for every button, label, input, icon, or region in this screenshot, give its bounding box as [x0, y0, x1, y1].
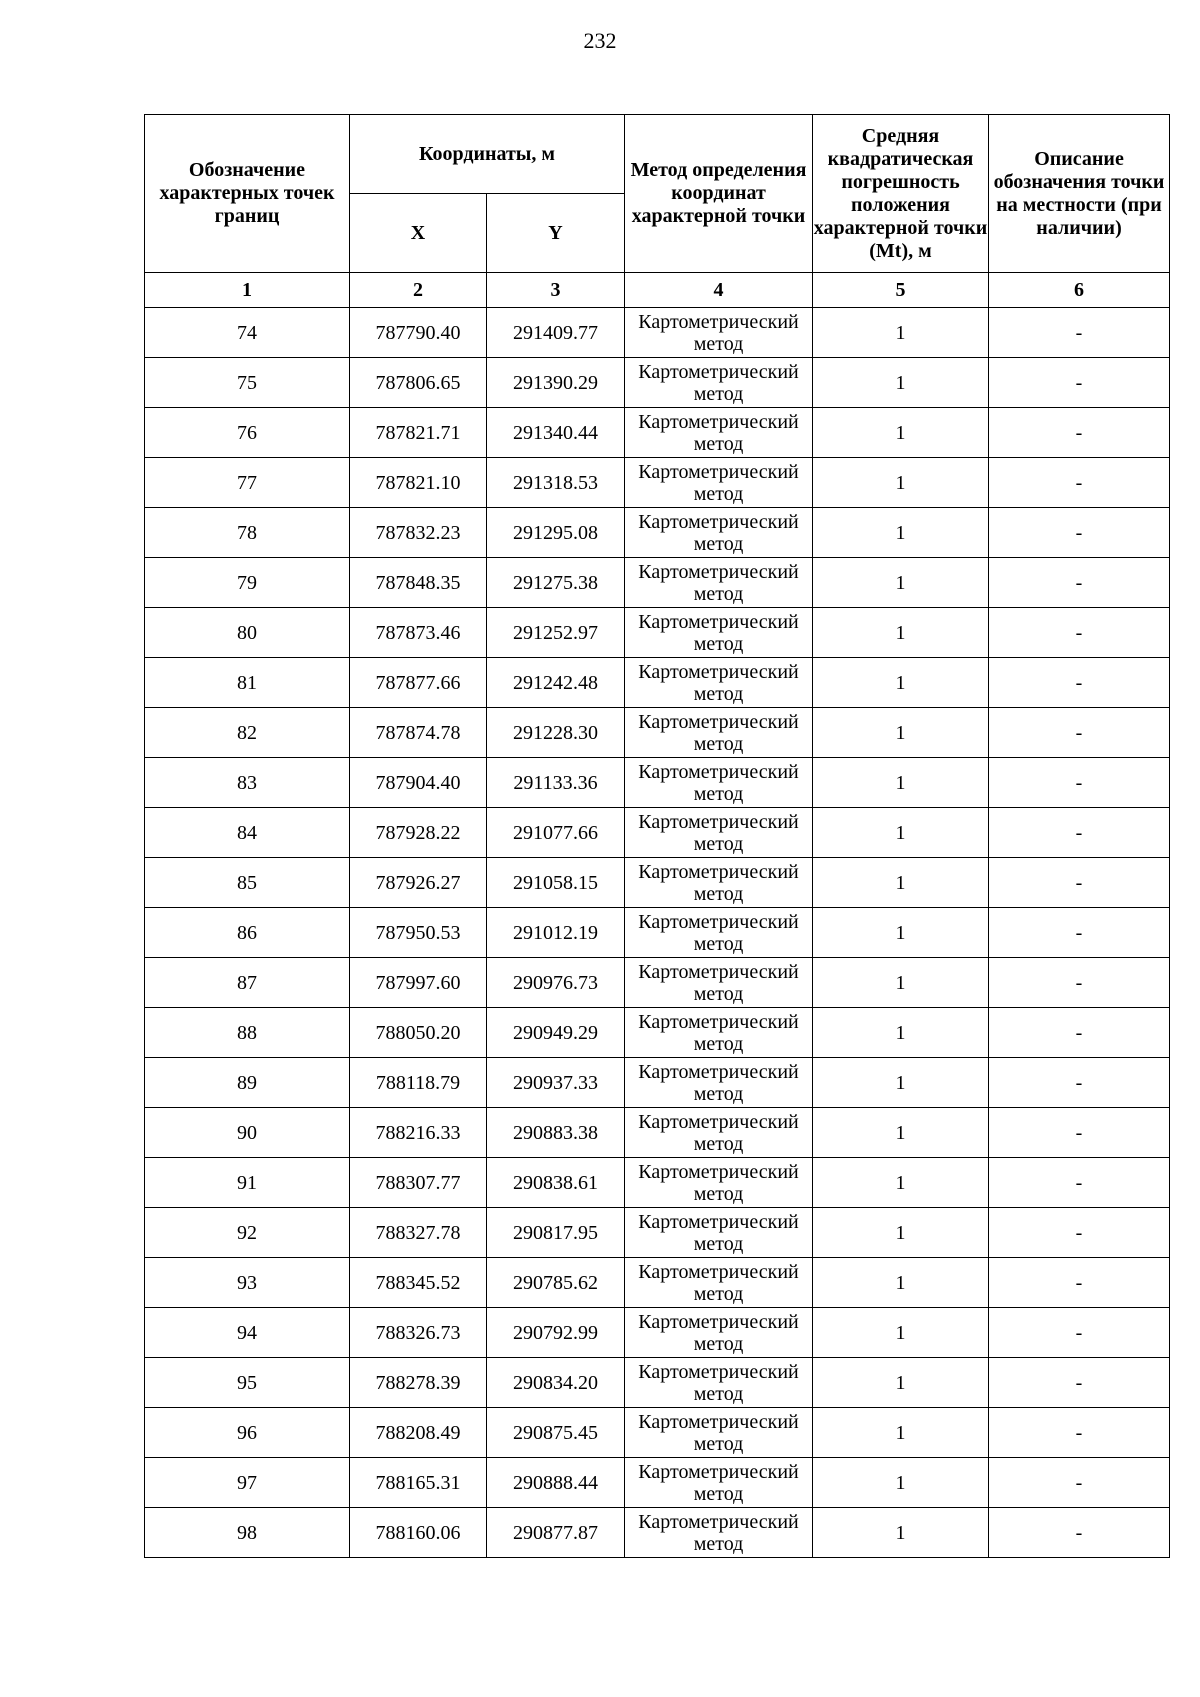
y-coordinate-cell: 290949.29	[487, 1008, 625, 1058]
y-coordinate-cell: 291058.15	[487, 858, 625, 908]
mt-cell: 1	[813, 608, 989, 658]
x-coordinate-cell: 787928.22	[350, 808, 487, 858]
method-text: Картометрический	[638, 1110, 799, 1133]
x-coordinate-cell: 787950.53	[350, 908, 487, 958]
method-text: метод	[693, 1182, 744, 1205]
y-coordinate-cell: 291012.19	[487, 908, 625, 958]
method-cell	[625, 1508, 813, 1558]
method-text: Картометрический	[638, 460, 799, 483]
method-text: Картометрический	[638, 960, 799, 983]
x-coordinate-cell: 787848.35	[350, 558, 487, 608]
method-text: Картометрический	[638, 510, 799, 533]
point-cell: 91	[145, 1158, 350, 1208]
point-cell: 94	[145, 1308, 350, 1358]
page-number: 232	[583, 28, 617, 53]
x-coordinate-cell: 788050.20	[350, 1008, 487, 1058]
mt-cell: 1	[813, 958, 989, 1008]
point-cell: 81	[145, 658, 350, 708]
x-coordinate-cell: 788326.73	[350, 1308, 487, 1358]
point-cell: 82	[145, 708, 350, 758]
header-description: Описание обозначения точки на местности (при наличии)	[989, 115, 1170, 273]
method-text: Картометрический	[638, 1360, 799, 1383]
method-text: метод	[693, 982, 744, 1005]
point-cell: 74	[145, 308, 350, 358]
table-row	[145, 1408, 1170, 1458]
point-cell: 76	[145, 408, 350, 458]
mt-cell: 1	[813, 1058, 989, 1108]
method-cell	[625, 358, 813, 408]
method-text: Картометрический	[638, 1210, 799, 1233]
method-text: Картометрический	[638, 560, 799, 583]
description-cell: -	[989, 308, 1170, 358]
header-x: X	[350, 194, 487, 273]
point-cell: 88	[145, 1008, 350, 1058]
x-coordinate-cell: 787997.60	[350, 958, 487, 1008]
point-cell: 86	[145, 908, 350, 958]
mt-cell: 1	[813, 858, 989, 908]
column-number: 1	[145, 273, 350, 308]
y-coordinate-cell: 290817.95	[487, 1208, 625, 1258]
y-coordinate-cell: 290976.73	[487, 958, 625, 1008]
description-cell: -	[989, 958, 1170, 1008]
x-coordinate-cell: 788208.49	[350, 1408, 487, 1458]
method-text: Картометрический	[638, 1010, 799, 1033]
table-row	[145, 1158, 1170, 1208]
method-cell	[625, 408, 813, 458]
y-coordinate-cell: 291340.44	[487, 408, 625, 458]
x-coordinate-cell: 787806.65	[350, 358, 487, 408]
header-point-designation: Обозначение характерных точек границ	[145, 115, 350, 273]
method-cell	[625, 658, 813, 708]
description-cell: -	[989, 508, 1170, 558]
point-cell: 85	[145, 858, 350, 908]
description-cell: -	[989, 908, 1170, 958]
point-cell: 89	[145, 1058, 350, 1108]
method-text: Картометрический	[638, 610, 799, 633]
column-number: 4	[625, 273, 813, 308]
table-row	[145, 758, 1170, 808]
mt-cell: 1	[813, 758, 989, 808]
method-text: Картометрический	[638, 860, 799, 883]
x-coordinate-cell: 788160.06	[350, 1508, 487, 1558]
point-cell: 90	[145, 1108, 350, 1158]
method-cell	[625, 1108, 813, 1158]
description-cell: -	[989, 1158, 1170, 1208]
y-coordinate-cell: 290834.20	[487, 1358, 625, 1408]
method-text: метод	[693, 882, 744, 905]
description-cell: -	[989, 1108, 1170, 1158]
point-cell: 93	[145, 1258, 350, 1308]
method-cell	[625, 958, 813, 1008]
method-text: Картометрический	[638, 1160, 799, 1183]
method-text: Картометрический	[638, 410, 799, 433]
description-cell: -	[989, 1508, 1170, 1558]
x-coordinate-cell: 788118.79	[350, 1058, 487, 1108]
method-text: метод	[693, 732, 744, 755]
method-text: Картометрический	[638, 1410, 799, 1433]
y-coordinate-cell: 291252.97	[487, 608, 625, 658]
mt-cell: 1	[813, 1258, 989, 1308]
table-row	[145, 1358, 1170, 1408]
method-cell	[625, 458, 813, 508]
column-number: 3	[487, 273, 625, 308]
method-text: метод	[693, 1532, 744, 1555]
table-row	[145, 1258, 1170, 1308]
table-row	[145, 658, 1170, 708]
method-cell	[625, 1058, 813, 1108]
table-row	[145, 608, 1170, 658]
y-coordinate-cell: 291275.38	[487, 558, 625, 608]
mt-cell: 1	[813, 1358, 989, 1408]
mt-cell: 1	[813, 708, 989, 758]
method-cell	[625, 1308, 813, 1358]
point-cell: 77	[145, 458, 350, 508]
mt-cell: 1	[813, 358, 989, 408]
description-cell: -	[989, 1058, 1170, 1108]
table-row	[145, 808, 1170, 858]
x-coordinate-cell: 787873.46	[350, 608, 487, 658]
point-cell: 84	[145, 808, 350, 858]
table-row	[145, 1208, 1170, 1258]
method-text: метод	[693, 582, 744, 605]
method-text: метод	[693, 432, 744, 455]
method-cell	[625, 608, 813, 658]
method-text: метод	[693, 1032, 744, 1055]
method-text: метод	[693, 1482, 744, 1505]
point-cell: 78	[145, 508, 350, 558]
table-body	[145, 308, 1170, 1558]
table-row	[145, 1108, 1170, 1158]
description-cell: -	[989, 608, 1170, 658]
table-row	[145, 1508, 1170, 1558]
method-cell	[625, 508, 813, 558]
method-text: метод	[693, 1082, 744, 1105]
method-text: Картометрический	[638, 760, 799, 783]
x-coordinate-cell: 787821.71	[350, 408, 487, 458]
description-cell: -	[989, 458, 1170, 508]
y-coordinate-cell: 291318.53	[487, 458, 625, 508]
description-cell: -	[989, 358, 1170, 408]
description-cell: -	[989, 1308, 1170, 1358]
method-cell	[625, 308, 813, 358]
table-row	[145, 358, 1170, 408]
table-row	[145, 1458, 1170, 1508]
description-cell: -	[989, 1458, 1170, 1508]
method-cell	[625, 1158, 813, 1208]
table-row	[145, 558, 1170, 608]
description-cell: -	[989, 808, 1170, 858]
y-coordinate-cell: 290888.44	[487, 1458, 625, 1508]
x-coordinate-cell: 788327.78	[350, 1208, 487, 1258]
mt-cell: 1	[813, 1308, 989, 1358]
x-coordinate-cell: 787874.78	[350, 708, 487, 758]
method-text: Картометрический	[638, 910, 799, 933]
y-coordinate-cell: 291409.77	[487, 308, 625, 358]
table-row	[145, 1058, 1170, 1108]
column-number: 6	[989, 273, 1170, 308]
method-text: метод	[693, 332, 744, 355]
header-method: Метод определения координат характерной точки	[625, 115, 813, 273]
method-cell	[625, 708, 813, 758]
y-coordinate-cell: 290877.87	[487, 1508, 625, 1558]
mt-cell: 1	[813, 1108, 989, 1158]
point-cell: 83	[145, 758, 350, 808]
y-coordinate-cell: 291133.36	[487, 758, 625, 808]
y-coordinate-cell: 290838.61	[487, 1158, 625, 1208]
table-row	[145, 708, 1170, 758]
method-cell	[625, 1258, 813, 1308]
method-text: метод	[693, 632, 744, 655]
mt-cell: 1	[813, 1408, 989, 1458]
method-text: метод	[693, 482, 744, 505]
x-coordinate-cell: 788307.77	[350, 1158, 487, 1208]
y-coordinate-cell: 291242.48	[487, 658, 625, 708]
x-coordinate-cell: 787926.27	[350, 858, 487, 908]
description-cell: -	[989, 1208, 1170, 1258]
point-cell: 96	[145, 1408, 350, 1458]
point-cell: 92	[145, 1208, 350, 1258]
y-coordinate-cell: 290792.99	[487, 1308, 625, 1358]
x-coordinate-cell: 788216.33	[350, 1108, 487, 1158]
method-text: метод	[693, 1332, 744, 1355]
method-cell	[625, 1358, 813, 1408]
method-text: метод	[693, 782, 744, 805]
y-coordinate-cell: 291077.66	[487, 808, 625, 858]
table-row	[145, 408, 1170, 458]
table-row	[145, 908, 1170, 958]
point-cell: 87	[145, 958, 350, 1008]
y-coordinate-cell: 290937.33	[487, 1058, 625, 1108]
mt-cell: 1	[813, 458, 989, 508]
x-coordinate-cell: 787904.40	[350, 758, 487, 808]
description-cell: -	[989, 1258, 1170, 1308]
mt-cell: 1	[813, 1208, 989, 1258]
method-cell	[625, 908, 813, 958]
method-text: метод	[693, 1282, 744, 1305]
method-cell	[625, 858, 813, 908]
coordinates-table	[144, 114, 1170, 1558]
method-text: метод	[693, 832, 744, 855]
x-coordinate-cell: 787821.10	[350, 458, 487, 508]
x-coordinate-cell: 787832.23	[350, 508, 487, 558]
method-text: метод	[693, 1382, 744, 1405]
x-coordinate-cell: 787790.40	[350, 308, 487, 358]
x-coordinate-cell: 788278.39	[350, 1358, 487, 1408]
method-text: метод	[693, 682, 744, 705]
mt-cell: 1	[813, 908, 989, 958]
description-cell: -	[989, 708, 1170, 758]
mt-cell: 1	[813, 1008, 989, 1058]
method-text: Картометрический	[638, 1460, 799, 1483]
mt-cell: 1	[813, 1508, 989, 1558]
description-cell: -	[989, 758, 1170, 808]
method-text: метод	[693, 532, 744, 555]
x-coordinate-cell: 787877.66	[350, 658, 487, 708]
table-row	[145, 508, 1170, 558]
method-cell	[625, 1408, 813, 1458]
mt-cell: 1	[813, 508, 989, 558]
description-cell: -	[989, 658, 1170, 708]
point-cell: 79	[145, 558, 350, 608]
description-cell: -	[989, 858, 1170, 908]
y-coordinate-cell: 291295.08	[487, 508, 625, 558]
method-cell	[625, 1458, 813, 1508]
table-row	[145, 458, 1170, 508]
description-cell: -	[989, 1408, 1170, 1458]
y-coordinate-cell: 290875.45	[487, 1408, 625, 1458]
description-cell: -	[989, 558, 1170, 608]
method-text: Картометрический	[638, 810, 799, 833]
point-cell: 80	[145, 608, 350, 658]
method-text: Картометрический	[638, 1060, 799, 1083]
y-coordinate-cell: 290883.38	[487, 1108, 625, 1158]
method-text: Картометрический	[638, 1260, 799, 1283]
table-row	[145, 308, 1170, 358]
table-row	[145, 958, 1170, 1008]
method-cell	[625, 558, 813, 608]
method-cell	[625, 1208, 813, 1258]
method-cell	[625, 758, 813, 808]
point-cell: 95	[145, 1358, 350, 1408]
x-coordinate-cell: 788345.52	[350, 1258, 487, 1308]
x-coordinate-cell: 788165.31	[350, 1458, 487, 1508]
y-coordinate-cell: 291228.30	[487, 708, 625, 758]
method-text: Картометрический	[638, 310, 799, 333]
table-row	[145, 1008, 1170, 1058]
y-coordinate-cell: 290785.62	[487, 1258, 625, 1308]
header-coordinates: Координаты, м	[350, 115, 625, 194]
method-text: Картометрический	[638, 710, 799, 733]
description-cell: -	[989, 1358, 1170, 1408]
column-number: 2	[350, 273, 487, 308]
header-mean-square-error: Средняя квадратическая погрешность положения характерной точки (Mt), м	[813, 115, 989, 273]
mt-cell: 1	[813, 658, 989, 708]
header-y: Y	[487, 194, 625, 273]
table-row	[145, 1308, 1170, 1358]
mt-cell: 1	[813, 558, 989, 608]
method-text: метод	[693, 1432, 744, 1455]
method-text: Картометрический	[638, 1310, 799, 1333]
point-cell: 75	[145, 358, 350, 408]
method-text: метод	[693, 1132, 744, 1155]
method-cell	[625, 1008, 813, 1058]
mt-cell: 1	[813, 808, 989, 858]
method-text: метод	[693, 1232, 744, 1255]
y-coordinate-cell: 291390.29	[487, 358, 625, 408]
mt-cell: 1	[813, 1158, 989, 1208]
method-text: метод	[693, 932, 744, 955]
method-text: Картометрический	[638, 1510, 799, 1533]
method-text: Картометрический	[638, 360, 799, 383]
mt-cell: 1	[813, 1458, 989, 1508]
method-cell	[625, 808, 813, 858]
mt-cell: 1	[813, 308, 989, 358]
table-row	[145, 858, 1170, 908]
method-text: Картометрический	[638, 660, 799, 683]
description-cell: -	[989, 408, 1170, 458]
method-text: метод	[693, 382, 744, 405]
point-cell: 98	[145, 1508, 350, 1558]
description-cell: -	[989, 1008, 1170, 1058]
column-number: 5	[813, 273, 989, 308]
mt-cell: 1	[813, 408, 989, 458]
point-cell: 97	[145, 1458, 350, 1508]
